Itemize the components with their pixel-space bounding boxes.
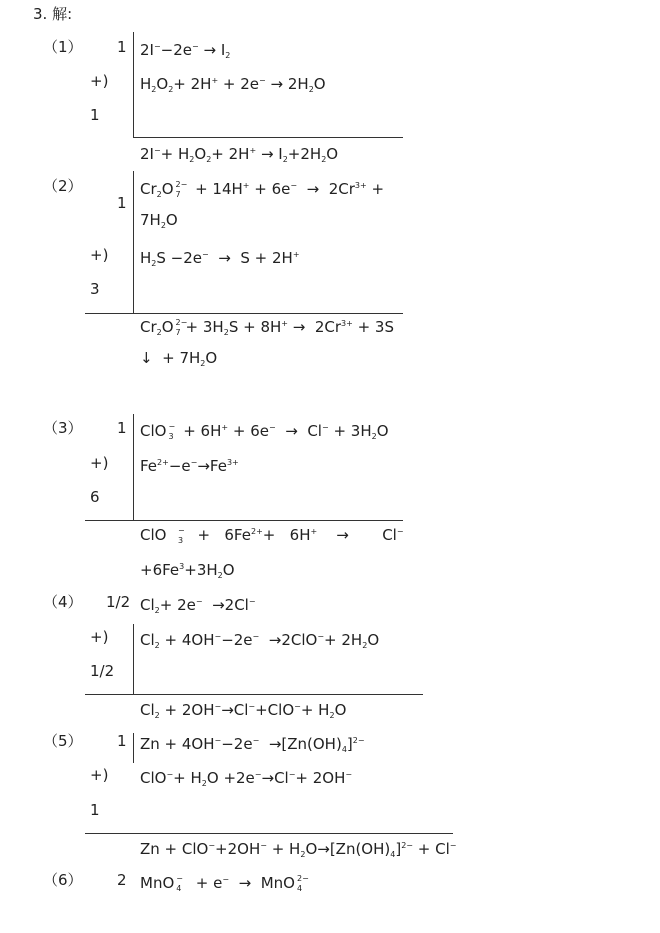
multiplier: 1: [90, 106, 100, 124]
plus-sign: +): [90, 72, 109, 90]
half-reaction: $Cl_2+ 2e^- \to 2Cl^-$: [140, 596, 256, 615]
part-label: （6）: [43, 871, 83, 889]
plus-sign: +): [90, 454, 109, 472]
half-reaction: $ClO^-+ H_2O +2e^-\to Cl^-+ 2OH^-$: [140, 769, 353, 788]
sum-line: [85, 833, 453, 834]
plus-sign: +): [90, 766, 109, 784]
multiplier: 1: [117, 732, 127, 750]
half-reaction: $Cr_2O$ 2− 7 + $14H^+ + 6e^- \to 2Cr^{3+}$ +: [140, 179, 385, 199]
overall-equation: $Zn + ClO^-+2OH^- + H_2O\to[Zn(OH)_4]^{2-} + Cl^-$: [140, 840, 457, 859]
multiplier: 1: [90, 801, 100, 819]
multiplier: 3: [90, 280, 100, 298]
overall-equation: ClO − 3 + $6Fe^{2+}+ 6H^+$ → Cl−: [140, 525, 404, 545]
sum-line: [85, 694, 423, 695]
part-label: （3）: [43, 419, 83, 437]
multiplier: 6: [90, 488, 100, 506]
part-label: （4）: [43, 593, 83, 611]
divider-vertical: [133, 733, 134, 763]
multiplier: 1: [117, 419, 127, 437]
half-reaction: $2I^--2e^- \to I_2$: [140, 41, 231, 60]
part-label: （1）: [43, 38, 83, 56]
half-reaction: $Zn + 4OH^--2e^- \to[Zn(OH)_4]^{2-}$: [140, 735, 365, 754]
plus-sign: +): [90, 628, 109, 646]
half-reaction: MnO − 4 + e− → MnO 2− 4: [140, 873, 309, 893]
overall-equation: $Cl_2 + 2OH^-\to Cl^-+ClO^-+ H_2O$: [140, 701, 347, 720]
half-reaction: $Fe^{2+}-e^-\to Fe^{3+}$: [140, 457, 239, 475]
overall-equation-cont: $+6Fe^3+3H_2O$: [140, 561, 235, 580]
multiplier: 1: [117, 194, 127, 212]
overall-equation-cont: ↓ + $7H_2O$: [140, 349, 218, 368]
divider-vertical: [133, 624, 134, 694]
divider-vertical: [133, 414, 134, 520]
part-label: （5）: [43, 732, 83, 750]
half-reaction: $Cl_2 + 4OH^--2e^- \to 2ClO^-+ 2H_2O$: [140, 631, 380, 650]
divider-vertical: [133, 32, 134, 137]
half-reaction: ClO − 3 + $6H^+ + 6e^- \to Cl^- + 3H_2O$: [140, 421, 389, 441]
half-reaction-cont: $7H_2O$: [140, 211, 178, 230]
overall-equation: $Cr_2O$ 2− 7 + $3H_2S + 8H^+ \to 2Cr^{3+} + 3S$: [140, 317, 394, 337]
multiplier: 1: [117, 38, 127, 56]
half-reaction: $H_2S -2e^- \to S + 2H^+$: [140, 249, 300, 268]
part-label: （2）: [43, 177, 83, 195]
half-reaction: $H_2O_2+ 2H^+ + 2e^- \to 2H_2O$: [140, 75, 326, 94]
overall-equation: $2I^-+ H_2O_2+ 2H^+ \to I_2+2H_2O$: [140, 145, 339, 164]
answer-title: 3. 解:: [33, 5, 73, 23]
multiplier: 1/2: [106, 593, 131, 611]
plus-sign: +): [90, 246, 109, 264]
sum-line: [133, 137, 403, 138]
sum-line: [85, 520, 403, 521]
multiplier: 1/2: [90, 662, 115, 680]
multiplier: 2: [117, 871, 127, 889]
divider-vertical: [133, 171, 134, 313]
